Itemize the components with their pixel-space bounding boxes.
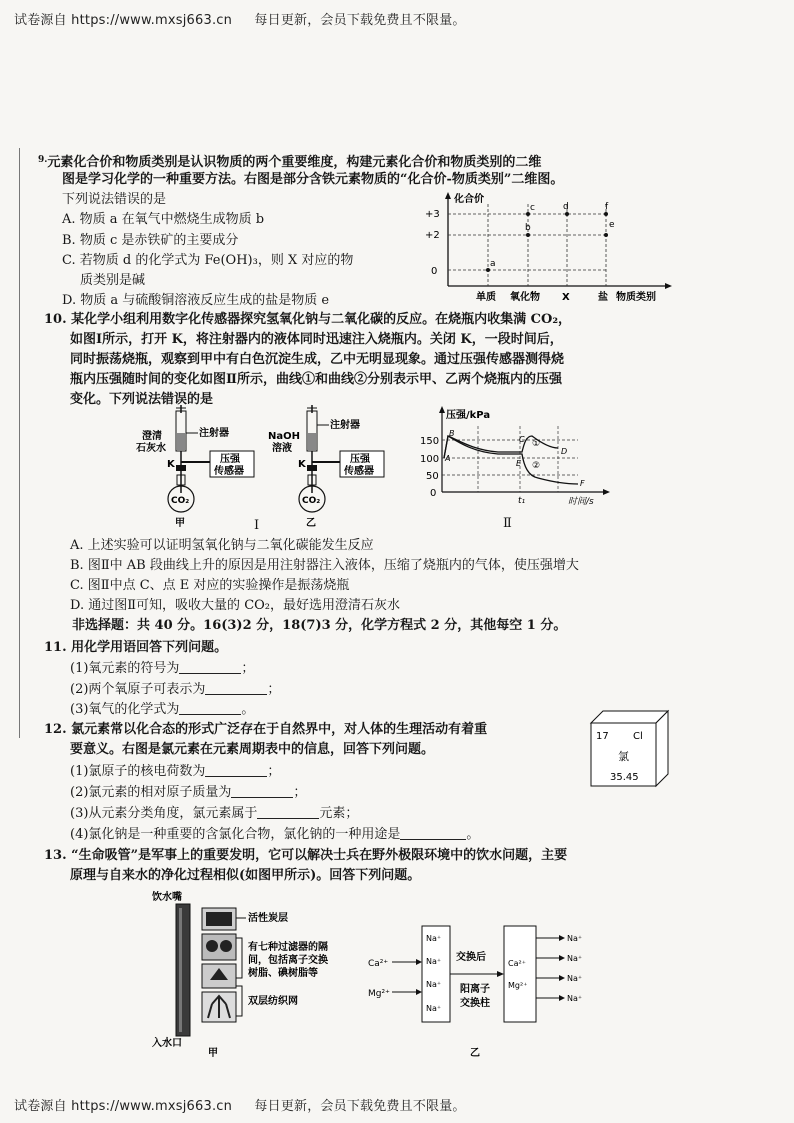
yi-column-label-1: 阳离子 <box>460 984 490 995</box>
fig2-ytick-0: 0 <box>430 488 437 499</box>
q9-stem-1: $^{9.}$元素化合价和物质类别是认识物质的两个重要维度，构建元素化合价和物质类别的二维 <box>38 155 542 170</box>
footer-site: 试卷源自 <box>14 1099 67 1114</box>
fig2-caption: Ⅱ <box>503 516 512 531</box>
fig1-label-yi: 乙 <box>306 518 316 529</box>
cell-atomic-number: 17 <box>596 731 609 742</box>
fig2-point-F: F <box>580 479 585 488</box>
fig1-sensor-label-1b: 传感器 <box>214 466 244 477</box>
section-heading: 非选择题：共 40 分。16(3)2 分，18(7)3 分，化学方程式 2 分，其他每空 1 分。 <box>72 618 567 633</box>
page-header <box>14 9 466 28</box>
q13-fig-yi-ion-exchange <box>362 916 612 1058</box>
fig1-sensor-label-2a: 压强 <box>350 454 370 465</box>
q10-option-b: B. 图Ⅱ中 AB 段曲线上升的原因是用注射器注入液体，压缩了烧瓶内的气体，使压强增大 <box>70 558 579 573</box>
q10-stem-1: 10. 某化学小组利用数字化传感器探究氢氧化钠与二氧化碳的反应。在烧瓶内收集满 CO₂， <box>44 312 572 327</box>
q9-option-b: B. 物质 c 是赤铁矿的主要成分 <box>62 233 239 248</box>
q10-fig1-apparatus <box>130 405 390 530</box>
cell-name: 氯 <box>618 750 629 763</box>
q10-option-d: D. 通过图Ⅱ可知，吸收大量的 CO₂，最好选用澄清石灰水 <box>70 598 401 613</box>
q9-option-c-cont: 质类别是碱 <box>80 273 146 288</box>
q10-stem-2: 如图Ⅰ所示，打开 K，将注射器内的液体同时迅速注入烧瓶内。关闭 K，一段时间后， <box>70 332 563 347</box>
q10-stem-3: 同时振荡烧瓶，观察到甲中有白色沉淀生成，乙中无明显现象。通过压强传感器测得烧 <box>70 352 565 367</box>
yi-in-mg: Mg²⁺ <box>368 989 390 999</box>
q11-blank-2[interactable] <box>205 682 267 695</box>
q9-xcat-2: 氧化物 <box>510 292 540 303</box>
yi-column-label-2: 交换柱 <box>460 998 490 1009</box>
q9-point-b: b <box>525 223 531 233</box>
q9-option-d: D. 物质 a 与硫酸铜溶液反应生成的盐是物质 e <box>62 293 330 308</box>
fig2-point-E: E <box>516 459 522 468</box>
yi-arrow-label: 交换后 <box>456 952 486 963</box>
fig2-ylabel: 压强/kPa <box>446 410 491 421</box>
yi-na-2: Na⁺ <box>426 957 442 966</box>
q11-blank-1[interactable] <box>179 661 241 674</box>
yi-out-na-1: Na⁺ <box>567 934 583 943</box>
page-footer <box>14 1095 466 1114</box>
q9-stem-2: 图是学习化学的一种重要方法。右图是部分含铁元素物质的“化合价-物质类别”二维图。 <box>62 172 564 187</box>
q9-ytick-2: +2 <box>425 230 440 241</box>
q10-stem-4: 瓶内压强随时间的变化如图Ⅱ所示，曲线①和曲线②分别表示甲、乙两个烧瓶内的压强 <box>70 372 562 387</box>
q12-blank-4[interactable] <box>400 827 466 840</box>
fig1-right-liquid-1: NaOH <box>268 431 300 442</box>
yi-na-1: Na⁺ <box>426 934 442 943</box>
footer-slogan: 每日更新，会员下载免费且不限量。 <box>254 1099 466 1114</box>
fig2-point-C: C <box>519 435 525 444</box>
fig2-point-D: D <box>561 447 568 456</box>
q9-point-f: f <box>605 202 609 212</box>
jia-caption: 甲 <box>208 1048 218 1058</box>
q11-blank-3[interactable] <box>179 702 241 715</box>
q12-part-4: (4)氯化钠是一种重要的含氯化合物，氯化钠的一种用途是 。 <box>70 827 480 842</box>
q9-valence-chart <box>420 190 690 310</box>
jia-label-carbon: 活性炭层 <box>248 913 288 924</box>
fig2-curve-2: ② <box>532 461 541 471</box>
q12-part-3: (3)从元素分类角度，氯元素属于 元素； <box>70 806 359 821</box>
yi-in-ca: Ca²⁺ <box>368 959 389 969</box>
fig1-sensor-label-2b: 传感器 <box>344 466 374 477</box>
q12-blank-1[interactable] <box>205 764 267 777</box>
q11-part-2: (2)两个氧原子可表示为 ； <box>70 682 281 697</box>
fig1-left-liquid-2: 石灰水 <box>136 443 166 454</box>
margin-rule <box>19 148 20 738</box>
fig2-ytick-150: 150 <box>420 436 440 447</box>
q9-option-a: A. 物质 a 在氧气中燃烧生成物质 b <box>62 212 265 227</box>
q11-part-3: (3)氧气的化学式为 。 <box>70 702 255 717</box>
q12-blank-3[interactable] <box>257 806 319 819</box>
fig2-ytick-50: 50 <box>426 471 439 482</box>
yi-mid-mg: Mg²⁺ <box>508 981 528 990</box>
fig2-ytick-100: 100 <box>420 454 440 465</box>
jia-label-filter-3: 树脂、碘树脂等 <box>248 968 318 979</box>
q9-ytick-3: +3 <box>425 209 440 220</box>
q13-fig-jia-straw <box>150 886 390 1058</box>
q9-option-c: C. 若物质 d 的化学式为 Fe(OH)₃，则 X 对应的物 <box>62 253 354 268</box>
q9-xlabel: 物质类别 <box>616 292 656 303</box>
header-url[interactable]: https://www.mxsj663.cn <box>71 13 233 28</box>
fig1-syringe-label-2: 注射器 <box>330 420 360 431</box>
fig2-point-B: B <box>449 429 455 438</box>
yi-mid-ca: Ca²⁺ <box>508 959 526 968</box>
yi-out-na-4: Na⁺ <box>567 994 583 1003</box>
q11-part-1: (1)氧元素的符号为 ； <box>70 661 255 676</box>
header-slogan: 每日更新，会员下载免费且不限量。 <box>254 13 466 28</box>
yi-out-na-2: Na⁺ <box>567 954 583 963</box>
fig2-point-A: A <box>445 454 451 463</box>
fig1-gas-1: CO₂ <box>171 496 190 506</box>
q12-stem-2: 要意义。右图是氯元素在元素周期表中的信息，回答下列问题。 <box>70 742 435 757</box>
jia-label-filter-1: 有七种过滤器的隔 <box>248 942 328 953</box>
q10-stem-5: 变化。下列说法错误的是 <box>70 392 214 407</box>
q9-chart-ylabel: 化合价 <box>454 194 484 205</box>
q9-point-a: a <box>490 259 496 269</box>
fig1-caption: Ⅰ <box>254 518 260 533</box>
q12-blank-2[interactable] <box>231 785 293 798</box>
q10-option-a: A. 上述实验可以证明氢氧化钠与二氧化碳能发生反应 <box>70 538 374 553</box>
q9-point-d: d <box>563 202 569 212</box>
q11-stem: 11. 用化学用语回答下列问题。 <box>44 640 228 655</box>
q13-stem-2: 原理与自来水的净化过程相似(如图甲所示)。回答下列问题。 <box>70 868 421 883</box>
fig1-k-label-1: K <box>167 459 175 470</box>
yi-caption: 乙 <box>470 1048 480 1058</box>
q9-point-c: c <box>530 203 535 213</box>
fig2-curve-1: ① <box>532 439 541 449</box>
fig1-left-liquid-1: 澄清 <box>142 431 162 442</box>
jia-top-label: 饮水嘴 <box>152 892 182 903</box>
fig1-sensor-label-1a: 压强 <box>220 454 240 465</box>
footer-url[interactable]: https://www.mxsj663.cn <box>71 1099 233 1114</box>
fig1-k-label-2: K <box>298 459 306 470</box>
q9-ytick-0: 0 <box>431 266 438 277</box>
fig2-xlabel: 时间/s <box>568 497 594 507</box>
chlorine-element-cell <box>588 708 672 790</box>
jia-label-mesh: 双层纺织网 <box>248 996 298 1007</box>
yi-na-3: Na⁺ <box>426 980 442 989</box>
fig1-right-liquid-2: 溶液 <box>272 443 292 454</box>
fig1-gas-2: CO₂ <box>302 496 321 506</box>
q13-stem-1: 13. “生命吸管”是军事上的重要发明，它可以解决士兵在野外极限环境中的饮水问题，主要 <box>44 848 568 863</box>
q12-part-2: (2)氯元素的相对原子质量为 ； <box>70 785 307 800</box>
cell-mass: 35.45 <box>610 772 639 783</box>
q12-part-1: (1)氯原子的核电荷数为 ； <box>70 764 281 779</box>
header-site: 试卷源自 <box>14 13 67 28</box>
q9-xcat-1: 单质 <box>476 292 496 303</box>
jia-bottom-label: 入水口 <box>152 1038 182 1049</box>
q10-fig2-pressure-chart <box>418 406 618 516</box>
q12-stem-1: 12. 氯元素常以化合态的形式广泛存在于自然界中，对人体的生理活动有着重 <box>44 722 488 737</box>
q9-point-e: e <box>609 220 615 230</box>
fig1-syringe-label-1: 注射器 <box>199 428 229 439</box>
jia-label-filter-2: 间，包括离子交换 <box>248 955 328 966</box>
q9-stem-3: 下列说法错误的是 <box>62 192 167 207</box>
yi-out-na-3: Na⁺ <box>567 974 583 983</box>
cell-symbol: Cl <box>633 731 643 742</box>
q10-option-c: C. 图Ⅱ中点 C、点 E 对应的实验操作是振荡烧瓶 <box>70 578 350 593</box>
fig1-label-jia: 甲 <box>175 518 185 529</box>
yi-na-4: Na⁺ <box>426 1004 442 1013</box>
q9-xcat-4: 盐 <box>598 292 608 303</box>
q9-xcat-3: X <box>562 292 570 303</box>
fig2-t1: t₁ <box>518 496 526 506</box>
